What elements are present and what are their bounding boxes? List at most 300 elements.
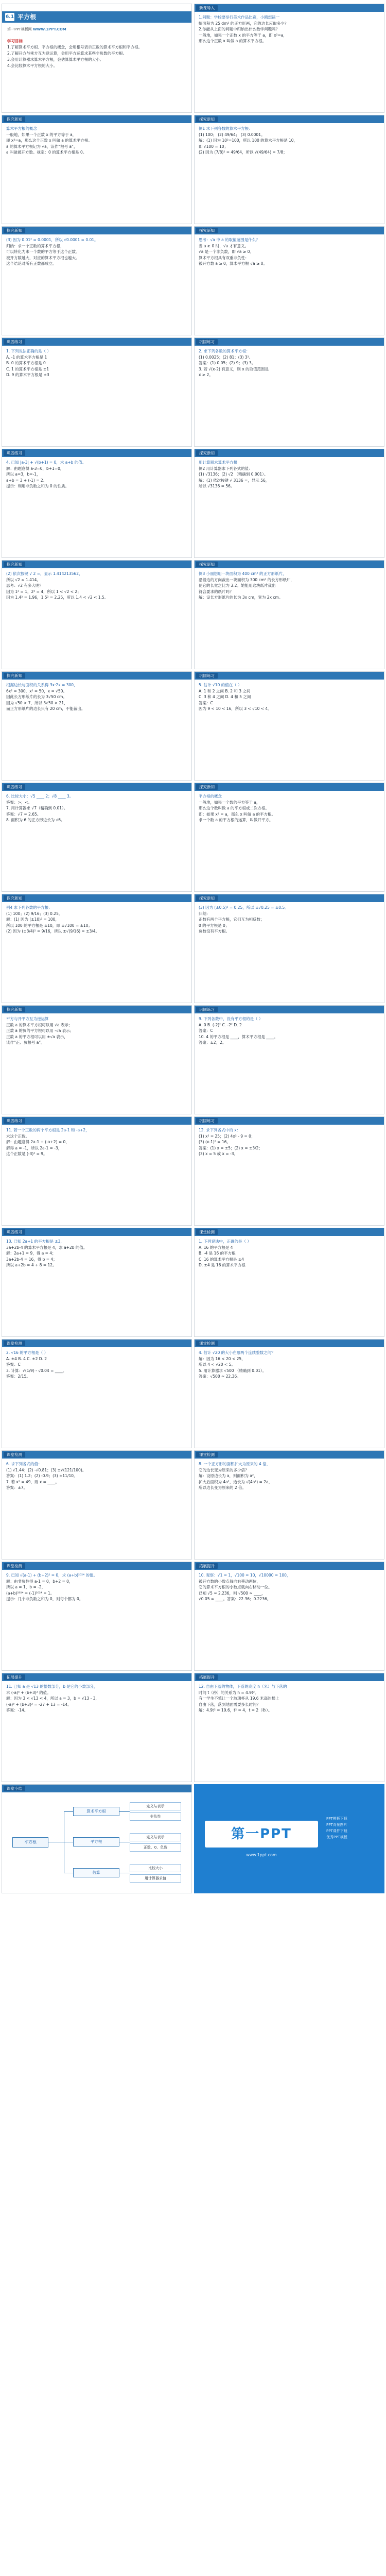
- section-tag: 巩固练习: [4, 1118, 25, 1124]
- slide-header-bar: [195, 115, 384, 123]
- slide-body: [6, 1016, 187, 1111]
- section-tag: 巩固练习: [4, 1229, 25, 1235]
- slide-text-line: (3) x = 5 或 x = -3。: [199, 1151, 238, 1156]
- slide-text-line: 一般地，如果一个正数 x 的平方等于 a，: [6, 132, 77, 137]
- slide-text-line: 解：因为 16 < 20 < 25，: [199, 1356, 245, 1361]
- slide-text-line: D. 9 的算术平方根是 ±3: [6, 372, 49, 377]
- section-tag: 课堂检测: [196, 1229, 218, 1235]
- slide-text-line: 9. 已知 √(a-1) + (b+2)² = 0，求 (a+b)²⁰²⁴ 的值。: [6, 1573, 97, 1578]
- goal-item: 2.了解开方与乘方互为逆运算，会用平方运算求某些非负数的平方根。: [7, 51, 127, 56]
- slide-header-bar: [195, 227, 384, 234]
- tree-node-estimate: 估算: [73, 1868, 119, 1877]
- section-tag: 探究新知: [196, 228, 218, 233]
- slide-text-line: 被开方数越大，对应的算术平方根也越大。: [6, 255, 80, 260]
- slide-text-line: 一般地，如果一个数的平方等于 a，: [199, 800, 260, 805]
- slide-text-line: 解：设长方形纸片的长为 3x cm，宽为 2x cm。: [199, 595, 283, 600]
- slide-text-line: 所以 4 < √20 < 5。: [199, 1362, 235, 1367]
- slide-header-bar: [2, 1562, 191, 1570]
- slide-text-line: 这个正数是 (-3)² = 9。: [6, 1151, 47, 1156]
- goal-item: 3.会用计算器求算术平方根，会估算算术平方根的大小。: [7, 57, 104, 62]
- slide-text-line: 那么这个数叫做 a 的平方根或二次方根。: [199, 806, 269, 810]
- section-tag: 探究新知: [196, 450, 218, 456]
- content-slide: [194, 1116, 384, 1226]
- cover-slide: [2, 4, 192, 113]
- section-tag: 巩固练习: [4, 784, 25, 790]
- slide-text-line: 9. 下列各数中，没有平方根的是（ ）: [199, 1016, 263, 1021]
- slide-header-bar: [195, 1562, 384, 1570]
- slide-text-line: 使它的长宽之比为 3:2。她能用这块纸片裁出: [199, 583, 276, 588]
- slide-text-line: 5. 用计算器求 √500 （精确到 0.01）。: [199, 1368, 267, 1373]
- lesson-number-badge: 6.1: [5, 13, 14, 21]
- slide-text-line: 算术平方根的概念: [6, 126, 37, 131]
- section-tag: 探究新知: [196, 895, 218, 901]
- slide-text-line: (3) 因为 0.01² = 0.0001，所以 √0.0001 = 0.01。: [6, 238, 98, 242]
- content-slide: [194, 1562, 384, 1671]
- slide-text-line: 5. 估计 √10 的值在（ ）: [199, 683, 242, 687]
- slide-body: [199, 460, 380, 554]
- content-slide: [2, 449, 192, 558]
- slide-text-line: 例4 求下列各数的平方根：: [6, 905, 52, 910]
- slide-body: [6, 1239, 187, 1333]
- section-tag: 巩固练习: [196, 339, 218, 345]
- content-slide: [2, 1562, 192, 1671]
- content-slide: [2, 1450, 192, 1560]
- slide-text-line: B. -4 是 16 的平方根: [199, 1251, 236, 1256]
- section-tag: 探究新知: [4, 1007, 25, 1012]
- slide-text-line: 正数 a 的平方根可以用 ±√a 表示，: [6, 1034, 68, 1039]
- slide-text-line: 因为 1² = 1，2² = 4，所以 1 < √2 < 2；: [6, 589, 81, 594]
- slide-text-line: 6. 求下列各式的值：: [6, 1462, 42, 1466]
- slide-body: [6, 571, 187, 666]
- slide-text-line: 负数没有平方根。: [199, 929, 230, 934]
- slide-text-line: 8. 一个正方形的面积扩大为原来的 4 倍，: [199, 1462, 271, 1466]
- brand-links: [326, 1816, 378, 1840]
- content-slide: [2, 783, 192, 892]
- slide-body: [6, 1350, 187, 1445]
- slide-text-line: 10. 观察：√1 = 1，√100 = 10，√10000 = 100，: [199, 1573, 291, 1578]
- slide-body: [6, 1684, 187, 1778]
- slide-body: [6, 126, 187, 221]
- slide-text-line: 所以 √3136 = 56。: [199, 484, 235, 488]
- slide-text-line: 答案：√7 ≈ 2.65。: [6, 811, 41, 817]
- slide-text-line: 提示：利用非负数之和为 0 的性质。: [6, 484, 69, 488]
- section-tag: 巩固练习: [4, 450, 25, 456]
- slide-text-line: (2) 依次按键 √ 2 =，显示 1.414213562，: [6, 571, 83, 576]
- slide-header-bar: [195, 1340, 384, 1347]
- slide-body: [199, 348, 380, 443]
- slide-text-line: 答案：(1) x = ±5；(2) x = ±3/2；: [199, 1145, 262, 1150]
- section-tag: 拓展提升: [196, 1563, 218, 1569]
- slide-text-line: 解：因为 3 < √13 < 4，所以 a = 3，b = √13 - 3，: [6, 1696, 100, 1701]
- tree-leaf: 定义与表示: [130, 1833, 181, 1841]
- slide-text-line: 解：(1) 因为 10²=100，所以 100 的算术平方根是 10，: [199, 138, 298, 143]
- content-slide: [2, 1673, 192, 1782]
- slide-body: [6, 682, 187, 777]
- slide-body: [199, 571, 380, 666]
- slide-text-line: A. ±4 B. 4 C. ±2 D. 2: [6, 1356, 47, 1361]
- brand-logo: 第一PPT: [205, 1821, 318, 1848]
- slide-text-line: 3. 计算：√(1/9) - √0.04 = ____。: [6, 1368, 67, 1373]
- slide-text-line: C. 3 和 4 之间 D. 4 和 5 之间: [199, 694, 251, 699]
- slide-text-line: 答案：C: [6, 1362, 21, 1367]
- slide-text-line: 一般地，如果一个正数 x 的平方等于 a，即 x²=a，: [199, 32, 287, 38]
- learning-goals: [7, 38, 186, 69]
- slide-text-line: (1) 100； (2) 49/64； (3) 0.0001。: [199, 132, 265, 137]
- slide-text-line: a 的算术平方根记为 √a，读作“根号 a”，: [6, 144, 78, 149]
- slide-header-bar: [2, 783, 191, 791]
- knowledge-tree: [12, 1802, 186, 1888]
- tree-leaf: 定义与表示: [130, 1802, 181, 1810]
- cover-title-bar: [2, 11, 191, 23]
- site-name: 第一PPT模板网: [7, 27, 32, 31]
- brand-link[interactable]: 优秀PPT模板: [326, 1835, 347, 1839]
- section-tag: 课堂小结: [4, 1786, 25, 1791]
- content-slide: [2, 226, 192, 335]
- slide-text-line: 思考：√2 有多大呢？: [6, 583, 43, 588]
- content-slide: [194, 1005, 384, 1114]
- content-slide: [2, 1116, 192, 1226]
- section-tag: 课堂检测: [4, 1341, 25, 1346]
- slide-text-line: √0.05 ≈ ____。答案：22.36；0.2236。: [199, 1597, 271, 1601]
- tree-leaf: 非负性: [130, 1812, 181, 1821]
- slide-body: [199, 1016, 380, 1111]
- content-slide: [194, 1228, 384, 1337]
- slide-text-line: 被开方数 a ≥ 0，算术平方根 √a ≥ 0。: [199, 261, 267, 266]
- slide-text-line: √a 是一个非负数，即 √a ≥ 0。: [199, 249, 254, 254]
- slide-text-line: 平方与开平方互为逆运算: [6, 1016, 49, 1021]
- goal-item: 1.了解算术平方根、平方根的概念，会用根号表示正数的算术平方根和平方根。: [7, 45, 143, 49]
- slide-text-line: 因此长方形纸片的长为 3√50 cm。: [6, 694, 67, 699]
- slide-header-bar: [195, 4, 384, 12]
- slide-text-line: 所以 a=3，b=-1，: [6, 472, 41, 477]
- content-slide: [194, 226, 384, 335]
- slide-text-line: B. 0 的算术平方根是 0: [6, 361, 46, 365]
- slide-text-line: 而正方形纸片的边长只有 20 cm，不能裁出。: [6, 706, 85, 711]
- tree-leaf: 正数、0、负数: [130, 1843, 181, 1852]
- slide-body: [199, 1461, 380, 1556]
- slide-text-line: 解：(1) 因为 (±10)² = 100，: [6, 917, 59, 922]
- slide-text-line: 这个结论对所有正数都成立。: [6, 261, 57, 266]
- slide-text-line: 例3 小丽想用一块面积为 400 cm² 的正方形纸片，: [199, 571, 287, 576]
- slide-body: [199, 1239, 380, 1333]
- slide-text-line: 即 x²=a，那么这个正数 x 叫做 a 的算术平方根。: [6, 138, 92, 143]
- slide-text-line: 它的算术平方根的小数点就向右移动一位。: [199, 1585, 272, 1589]
- slide-body: [6, 793, 187, 888]
- content-slide: [194, 4, 384, 113]
- slide-header-bar: [195, 1117, 384, 1125]
- section-tag: 课堂检测: [196, 1341, 218, 1346]
- section-tag: 拓展提升: [196, 1674, 218, 1680]
- slide-text-line: 解：由题意得 2a-1 + (-a+2) = 0，: [6, 1140, 69, 1144]
- slide-text-line: 所以 a+2b = 4 + 8 = 12。: [6, 1263, 57, 1267]
- slide-header-bar: [2, 672, 191, 680]
- content-slide: [194, 1339, 384, 1448]
- slide-body: [6, 1572, 187, 1667]
- slide-header-bar: [2, 1451, 191, 1459]
- slide-header-bar: [195, 894, 384, 902]
- slide-text-line: 3. 若 √(x-2) 有意义，则 x 的取值范围是: [199, 366, 269, 371]
- brand-link[interactable]: PPT模板下载: [326, 1817, 347, 1821]
- slide-text-line: 1. 下列说法正确的是（ ）: [6, 349, 51, 353]
- slide-text-line: 思考：√a 中 a 的取值范围是什么？: [199, 238, 260, 242]
- slide-header-bar: [2, 338, 191, 346]
- slide-body: [199, 905, 380, 999]
- slide-text-line: C. 1 的算术平方根是 ±1: [6, 366, 49, 371]
- slide-header-bar: [2, 449, 191, 457]
- slide-text-line: A. 16 的平方根是 4: [199, 1245, 233, 1250]
- slide-text-line: 12. 求下列各式中的 x：: [199, 1128, 241, 1132]
- slide-text-line: (2) 因为 (±3/4)² = 9/16，所以 ±√(9/16) = ±3/4。: [6, 929, 100, 934]
- slide-text-line: (2) 因为 (7/8)² = 49/64，所以 √(49/64) = 7/8；: [199, 150, 287, 155]
- slide-text-line: 正数 a 的负的平方根可以用 -√a 表示；: [6, 1028, 74, 1033]
- slide-text-line: (-a)³ + (b+3)² = -27 + 13 = -14。: [6, 1702, 72, 1707]
- slide-header-bar: [2, 1117, 191, 1125]
- slide-text-line: 用计算器求算术平方根: [199, 460, 237, 465]
- section-tag: 探究新知: [4, 673, 25, 679]
- slide-text-line: 7. 用计算器求 √7（精确到 0.01）。: [6, 806, 68, 810]
- section-tag: 拓展提升: [4, 1674, 25, 1680]
- slide-text-line: 解：(1) 依次按键 √ 3136 =，显示 56，: [199, 478, 270, 483]
- content-slide: [2, 337, 192, 447]
- slide-text-line: 可以转化为求一个数的平方等于这个正数。: [6, 249, 80, 254]
- section-tag: 探究新知: [196, 784, 218, 790]
- slide-text-line: 11. 已知 a 是 √13 的整数部分，b 是它的小数部分，: [6, 1684, 98, 1689]
- slide-text-line: 答案：(1) 1.2；(2) -0.9；(3) ±11/10。: [6, 1473, 78, 1478]
- site-url: WWW.1PPT.COM: [32, 27, 66, 31]
- slide-body: [6, 348, 187, 443]
- slide-body: [6, 237, 187, 332]
- slide-text-line: 解：由非负性得 a-1 = 0，b+2 = 0，: [6, 1579, 73, 1584]
- lesson-title: 平方根: [17, 13, 37, 21]
- slide-text-line: 答案：-14。: [6, 1708, 28, 1713]
- section-tag: 巩固练习: [196, 1007, 218, 1012]
- slide-body: [6, 1461, 187, 1556]
- tree-node-square-root: 平方根: [73, 1837, 119, 1846]
- slide-text-line: 算术平方根具有双重非负性：: [199, 255, 249, 260]
- section-tag: 探究新知: [4, 895, 25, 901]
- slide-body: [199, 1350, 380, 1445]
- slide-text-line: 即 √100 = 10；: [199, 144, 229, 149]
- section-tag: 探究新知: [196, 116, 218, 122]
- slide-header-bar: [195, 1673, 384, 1681]
- slide-text-line: (1) x² = 25；(2) 4x² - 9 = 0；: [199, 1133, 255, 1139]
- slide-text-line: 答案：2/15。: [6, 1374, 30, 1379]
- slide-text-line: 解：由题意得 a-3=0，b+1=0，: [6, 466, 64, 471]
- slide-text-line: 已知 √5 ≈ 2.236，则 √500 ≈ ____，: [199, 1590, 266, 1596]
- slide-header-bar: [2, 1673, 191, 1681]
- slide-text-line: 求一个数 a 的平方根的运算，叫做开平方。: [199, 818, 273, 822]
- slide-text-line: (1) 100；(2) 9/16；(3) 0.25。: [6, 911, 63, 916]
- slide-header-bar: [2, 227, 191, 234]
- slide-text-line: 求这个正数。: [6, 1133, 29, 1139]
- slide-text-line: 求 (-a)³ + (b+3)² 的值。: [6, 1690, 51, 1695]
- slide-text-line: 所以 √2 ≈ 1.414。: [6, 577, 41, 582]
- section-tag: 新课导入: [196, 5, 218, 11]
- brand-link[interactable]: PPT背景图片: [326, 1823, 347, 1827]
- content-slide: [194, 449, 384, 558]
- slide-text-line: 答案：√500 ≈ 22.36。: [199, 1374, 241, 1379]
- slide-text-line: 12. 自由下落的物体，下落的高度 h（米）与下落的: [199, 1684, 287, 1689]
- slide-text-line: 所以边长变为原来的 2 倍。: [199, 1485, 247, 1490]
- slide-body: [199, 1684, 380, 1778]
- slide-text-line: 1.问题：学校要举行美术作品比赛，小鸥想裱一: [199, 15, 280, 20]
- slide-body: [199, 237, 380, 332]
- slide-text-line: (3) 因为 (±0.5)² = 0.25，所以 ±√0.25 = ±0.5。: [199, 905, 289, 910]
- slide-header-bar: [195, 783, 384, 791]
- section-tag: 巩固练习: [196, 1118, 218, 1124]
- tree-root: 平方根: [12, 1837, 48, 1848]
- brand-slide: [194, 1784, 384, 1893]
- slide-body: [199, 14, 380, 109]
- slide-header-bar: [195, 561, 384, 568]
- slide-text-line: 幅面积为 25 dm² 的正方形画，它的边长应取多少？: [199, 21, 289, 26]
- slide-text-line: 读作“正、负根号 a”。: [6, 1040, 45, 1045]
- slide-text-line: 因为 9 < 10 < 16，所以 3 < √10 < 4。: [199, 706, 272, 711]
- slide-body: [199, 1127, 380, 1222]
- slide-text-line: a+b = 3 + (-1) = 2。: [6, 478, 47, 483]
- slide-body: [6, 1127, 187, 1222]
- slide-text-line: 平方根的概念: [199, 794, 222, 799]
- slide-text-line: 解：设原边长为 a，则面积为 a²，: [199, 1473, 258, 1478]
- slide-text-line: 例1 求下列各数的算术平方根：: [199, 126, 253, 131]
- slide-header-bar: [195, 1228, 384, 1236]
- content-slide: [194, 894, 384, 1003]
- slide-text-line: D. ±4 是 16 的算术平方根: [199, 1263, 245, 1267]
- content-slide: [2, 560, 192, 669]
- slide-header-bar: [195, 449, 384, 457]
- section-tag: 探究新知: [4, 228, 25, 233]
- section-tag: 巩固练习: [4, 339, 25, 345]
- slide-text-line: (3) (x-1)² = 16。: [199, 1140, 231, 1144]
- cover-subtitle: [7, 27, 66, 32]
- slide-text-line: 正数有两个平方根，它们互为相反数；: [199, 917, 265, 922]
- slide-text-line: (1) 0.0025；(2) 81；(3) 3²。: [199, 354, 253, 360]
- section-tag: 课堂检测: [4, 1563, 25, 1569]
- slide-body: [199, 1572, 380, 1667]
- slide-text-line: 根据边长与面积的关系得 3x·2x = 300，: [6, 683, 78, 687]
- goal-item: 4.会比较算术平方根的大小。: [7, 63, 58, 68]
- slide-text-line: 那么这个正数 x 叫做 a 的算术平方根。: [199, 39, 267, 43]
- slide-body: [199, 682, 380, 777]
- slide-text-line: C. 16 的算术平方根是 ±4: [199, 1257, 244, 1262]
- slide-text-line: 7. 若 x² = 49，则 x = ____。: [6, 1479, 59, 1484]
- slide-header-bar: [195, 1451, 384, 1459]
- content-slide: [2, 894, 192, 1003]
- slide-header-bar: [2, 115, 191, 123]
- content-slide: [2, 1339, 192, 1448]
- content-slide: [194, 560, 384, 669]
- slide-text-line: 它的边长变为原来的多少倍？: [199, 1467, 249, 1472]
- slide-header-bar: [195, 338, 384, 346]
- slide-text-line: a 叫做被开方数。规定：0 的算术平方根是 0。: [6, 150, 87, 155]
- section-tag: 课堂检测: [196, 1452, 218, 1458]
- slide-text-line: (a+b)²⁰²⁴ = (-1)²⁰²⁴ = 1。: [6, 1590, 55, 1596]
- brand-link[interactable]: PPT课件下载: [326, 1829, 347, 1833]
- slide-text-line: 归纳：求一个正数的算术平方根，: [6, 243, 64, 248]
- slide-header-bar: [195, 1006, 384, 1013]
- slide-text-line: 8. 面积为 6 的正方形边长为 √6。: [6, 818, 65, 822]
- slide-header-bar: [2, 561, 191, 568]
- slide-text-line: 因为 1.4² = 1.96，1.5² = 2.25，所以 1.4 < √2 < 1.5。: [6, 595, 109, 600]
- slide-text-line: 当 a ≥ 0 时，√a 才有意义。: [199, 243, 249, 248]
- slide-header-bar: [2, 1006, 191, 1013]
- slide-text-line: 解得 a = -1，所以 2a-1 = -3，: [6, 1145, 62, 1150]
- content-slide: [2, 1005, 192, 1114]
- slide-text-line: 归纳：: [199, 911, 210, 916]
- goals-title: 学习目标: [7, 39, 23, 43]
- slide-text-line: 6. 比较大小：√5 ____ 2；√8 ____ 3。: [6, 794, 74, 799]
- slide-text-line: 13. 已知 2a+1 的平方根是 ±3，: [6, 1239, 64, 1244]
- content-slide: [2, 115, 192, 224]
- section-tag: 巩固练习: [196, 673, 218, 679]
- content-slide: [194, 671, 384, 781]
- slide-text-line: 答案：±7。: [6, 1485, 28, 1490]
- content-slide: [194, 115, 384, 224]
- section-tag: 课堂检测: [4, 1452, 25, 1458]
- content-slide: [194, 1673, 384, 1782]
- slide-text-line: 正数 a 的算术平方根可以用 √a 表示；: [6, 1022, 73, 1027]
- slide-text-line: 解：2a+1 = 9，得 a = 4；: [6, 1251, 56, 1256]
- slide-text-line: 有一学生不慎让一个玻璃杯从 19.6 米高的楼上: [199, 1696, 279, 1701]
- slide-text-line: 1. 下列说法中，正确的是（ ）: [199, 1239, 251, 1244]
- slide-text-line: 时间 t（秒）的关系为 h = 4.9t²。: [199, 1690, 259, 1695]
- slide-text-line: 3a+2b-4 的算术平方根是 4，求 a+2b 的值。: [6, 1245, 87, 1250]
- slide-text-line: 提示：几个非负数之和为 0，则每个都为 0。: [6, 1597, 83, 1601]
- slide-body: [6, 905, 187, 999]
- slide-text-line: 即：如果 x² = a，那么 x 叫做 a 的平方根。: [199, 811, 276, 817]
- slide-text-line: 自由下落，落到地面需要多长时间？: [199, 1702, 260, 1707]
- slide-text-line: 6x² = 300，x² = 50，x = √50。: [6, 688, 67, 693]
- slide-header-bar: [2, 1228, 191, 1236]
- slide-header-bar: [2, 894, 191, 902]
- content-slide: [194, 783, 384, 892]
- slide-text-line: 解：4.9t² = 19.6，t² = 4，t = 2（秒）。: [199, 1708, 272, 1713]
- content-slide: [2, 671, 192, 781]
- slide-text-line: A. 1 和 2 之间 B. 2 和 3 之间: [199, 688, 251, 693]
- slide-text-line: 4. 已知 |a-3| + √(b+1) = 0，求 a+b 的值。: [6, 460, 86, 465]
- slide-text-line: (1) √1.44；(2) -√0.81；(3) ±√(121/100)。: [6, 1467, 86, 1472]
- slide-text-line: 答案：±2；2。: [199, 1040, 226, 1045]
- tree-leaf: 比较大小: [130, 1864, 181, 1872]
- section-tag: 探究新知: [4, 116, 25, 122]
- slide-text-line: 扩大后面积为 4a²，边长为 √(4a²) = 2a，: [199, 1479, 273, 1484]
- slide-text-line: 例2 用计算器求下列各式的值：: [199, 466, 253, 471]
- slide-text-line: A. -1 的算术平方根是 1: [6, 354, 47, 360]
- slide-text-line: A. 0 B. (-2)² C. -2² D. 2: [199, 1022, 242, 1027]
- slide-text-line: 答案：C: [199, 700, 213, 705]
- content-slide: [2, 1228, 192, 1337]
- slide-text-line: 10. 4 的平方根是 ____，算术平方根是 ____。: [199, 1034, 278, 1039]
- slide-text-line: 所以 a = 1，b = -2，: [6, 1585, 46, 1589]
- slide-text-line: 2. √16 的平方根是（ ）: [6, 1350, 48, 1355]
- slide-text-line: 答案：(1) 0.05；(2) 9；(3) 3。: [199, 361, 256, 365]
- content-slide: [194, 1450, 384, 1560]
- slide-header-bar: [195, 672, 384, 680]
- tree-leaf: 用计算器求值: [130, 1874, 181, 1883]
- slide-text-line: 所以 100 的平方根是 ±10，即 ±√100 = ±10；: [6, 923, 92, 928]
- slide-text-line: 2.你能从上面的问题中归纳出什么数学问题吗？: [199, 27, 280, 31]
- slide-header-bar: [2, 1340, 191, 1347]
- tree-node-arithmetic-root: 算术平方根: [73, 1807, 119, 1816]
- slide-text-line: 11. 若一个正数的两个平方根是 2a-1 和 -a+2，: [6, 1128, 90, 1132]
- slide-header-bar: [2, 1785, 191, 1792]
- slide-text-line: 4. 估计 √20 的大小在哪两个连续整数之间？: [199, 1350, 275, 1355]
- slide-text-line: 被开方数的小数点每向右移动两位，: [199, 1579, 260, 1584]
- content-slide: [194, 337, 384, 447]
- summary-slide: [2, 1784, 192, 1893]
- section-tag: 探究新知: [196, 562, 218, 567]
- slide-text-line: 答案：>；<。: [6, 800, 32, 805]
